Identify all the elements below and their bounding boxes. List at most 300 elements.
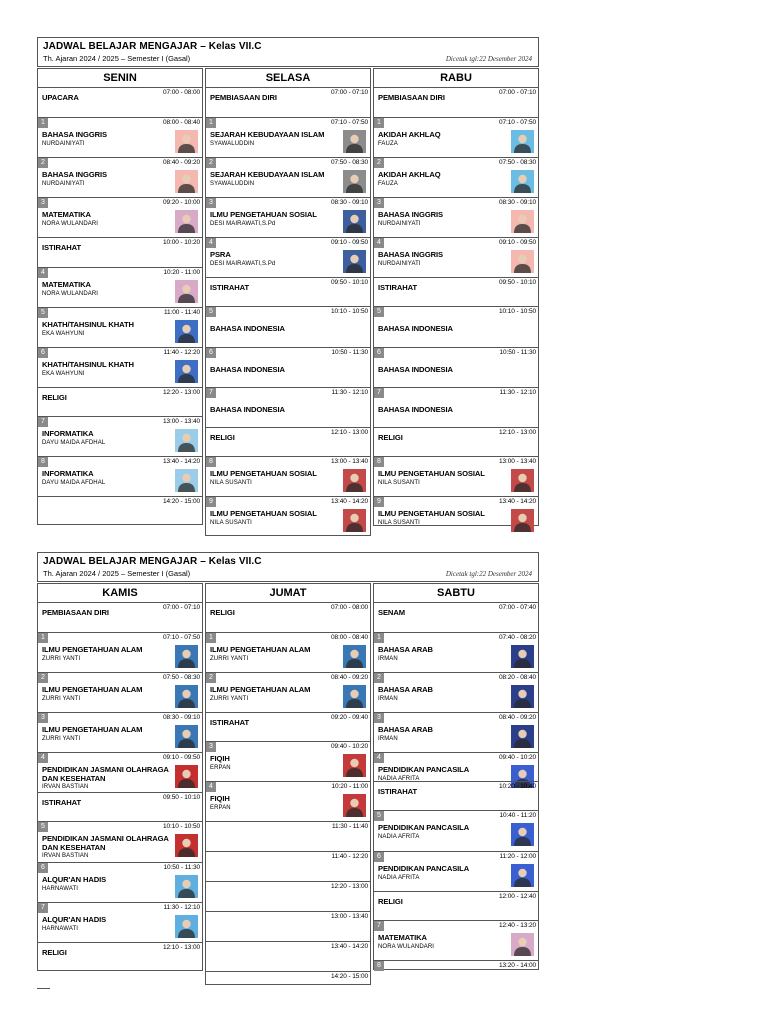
sheet-subtitle: Th. Ajaran 2024 / 2025 – Semester I (Gasal) xyxy=(43,54,191,63)
subject-name: ILMU PENGETAHUAN ALAM xyxy=(210,685,311,694)
schedule-slot xyxy=(374,603,538,632)
teacher-name: NURDAINIYATI xyxy=(42,140,85,147)
period-number: 4 xyxy=(374,238,384,248)
subject-name: PEMBIASAAN DIRI xyxy=(210,93,277,102)
teacher-name: IRMAN xyxy=(378,655,398,662)
slot-time: 11:30 - 12:10 xyxy=(163,904,200,911)
teacher-name: HARNAWATI xyxy=(42,925,79,932)
slot-time: 13:40 - 14:20 xyxy=(330,498,368,505)
teacher-photo xyxy=(511,933,534,956)
slot-time: 12:10 - 13:00 xyxy=(498,429,536,436)
slot-time: 10:10 - 10:50 xyxy=(330,308,368,315)
teacher-name: ERPAN xyxy=(210,804,231,811)
slot-time: 10:50 - 11:30 xyxy=(499,349,536,356)
teacher-photo xyxy=(175,320,198,343)
teacher-photo xyxy=(511,685,534,708)
period-number: 1 xyxy=(374,118,384,128)
teacher-name: NILA SUSANTI xyxy=(210,519,252,526)
period-number: 5 xyxy=(38,308,48,318)
schedule-slot xyxy=(374,781,538,810)
teacher-name: DAYU MAIDA AFDHAL xyxy=(42,479,106,486)
slot-time: 07:00 - 08:00 xyxy=(330,604,368,611)
slot-time: 11:40 - 12:20 xyxy=(331,853,368,860)
teacher-photo xyxy=(175,210,198,233)
schedule-slot xyxy=(206,712,370,741)
schedule-slot xyxy=(374,197,538,237)
slot-time: 13:00 - 13:40 xyxy=(330,458,368,465)
period-number: 6 xyxy=(38,863,48,873)
schedule-slot xyxy=(38,307,202,347)
slot-time: 08:30 - 09:10 xyxy=(162,714,200,721)
schedule-slot xyxy=(38,197,202,237)
subject-name: SENAM xyxy=(378,608,405,617)
slot-time: 10:20 - 11:00 xyxy=(163,269,200,276)
teacher-name: IRMAN xyxy=(378,735,398,742)
schedule-slot xyxy=(206,821,370,851)
teacher-photo xyxy=(175,834,198,857)
slot-time: 14:20 - 15:00 xyxy=(330,973,368,980)
period-number: 9 xyxy=(206,497,216,507)
teacher-name: EKA WAHYUNI xyxy=(42,330,85,337)
schedule-slot xyxy=(374,891,538,920)
schedule-slot xyxy=(374,306,538,347)
slot-time: 08:30 - 09:10 xyxy=(498,199,536,206)
schedule-slot xyxy=(38,632,202,672)
sheet-title: JADWAL BELAJAR MENGAJAR – Kelas VII.C xyxy=(43,41,262,52)
period-number: 3 xyxy=(374,713,384,723)
teacher-photo xyxy=(175,469,198,492)
slot-time: 11:40 - 12:20 xyxy=(163,349,200,356)
print-date: Dicetak tgl:22 Desember 2024 xyxy=(445,570,532,578)
teacher-name: NORA WULANDARI xyxy=(42,290,99,297)
schedule-slot xyxy=(38,416,202,456)
schedule-slot xyxy=(38,792,202,821)
slot-time: 09:10 - 09:50 xyxy=(498,239,536,246)
slot-time: 09:50 - 10:10 xyxy=(498,279,536,286)
schedule-slot xyxy=(206,496,370,536)
subject-name: MATEMATIKA xyxy=(42,210,91,219)
slot-time: 12:00 - 12:40 xyxy=(498,893,536,900)
subject-name: ILMU PENGETAHUAN SOSIAL xyxy=(210,509,317,518)
print-date: Dicetak tgl:22 Desember 2024 xyxy=(445,55,532,63)
schedule-slot xyxy=(38,603,202,632)
slot-time: 08:00 - 08:40 xyxy=(330,634,368,641)
subject-name: PENDIDIKAN PANCASILA xyxy=(378,864,470,873)
slot-time: 13:40 - 14:20 xyxy=(330,943,368,950)
subject-name: AKIDAH AKHLAQ xyxy=(378,130,441,139)
slot-time: 08:00 - 08:40 xyxy=(162,119,200,126)
schedule-slot xyxy=(206,197,370,237)
slot-time: 13:40 - 14:20 xyxy=(162,458,200,465)
subject-name: BAHASA INDONESIA xyxy=(378,365,453,374)
subject-name: PENDIDIKAN PANCASILA xyxy=(378,823,470,832)
teacher-photo xyxy=(511,170,534,193)
slot-time: 10:10 - 10:50 xyxy=(498,308,536,315)
teacher-photo xyxy=(343,130,366,153)
schedule-slot xyxy=(206,88,370,117)
teacher-photo xyxy=(511,469,534,492)
slot-time: 12:10 - 13:00 xyxy=(162,944,200,951)
schedule-slot xyxy=(374,117,538,157)
slot-time: 13:00 - 13:40 xyxy=(162,418,200,425)
slot-time: 09:10 - 09:50 xyxy=(162,754,200,761)
teacher-name: DESI MAIRAWATI,S.Pd xyxy=(210,220,276,227)
slot-time: 11:30 - 12:10 xyxy=(331,389,368,396)
period-number: 1 xyxy=(206,118,216,128)
subject-name: RELIGI xyxy=(42,948,67,957)
schedule-slot xyxy=(206,741,370,781)
sheet-subtitle: Th. Ajaran 2024 / 2025 – Semester I (Gasal) xyxy=(43,569,191,578)
schedule-sheet xyxy=(37,37,539,553)
period-number: 3 xyxy=(206,742,216,752)
period-number: 4 xyxy=(374,753,384,763)
schedule-slot xyxy=(374,960,538,970)
slot-time: 09:10 - 09:50 xyxy=(330,239,368,246)
slot-time: 10:50 - 11:30 xyxy=(163,864,200,871)
subject-name: BAHASA ARAB xyxy=(378,645,433,654)
subject-name: RELIGI xyxy=(378,897,403,906)
period-number: 6 xyxy=(374,852,384,862)
subject-name: PSRA xyxy=(210,250,231,259)
teacher-name: NADIA AFRITA xyxy=(378,775,420,782)
slot-time: 12:40 - 13:20 xyxy=(498,922,536,929)
period-number: 4 xyxy=(38,268,48,278)
teacher-name: FAUZA xyxy=(378,180,398,187)
schedule-slot xyxy=(206,851,370,881)
slot-time: 13:00 - 13:40 xyxy=(330,913,368,920)
subject-name: ISTIRAHAT xyxy=(42,798,82,807)
teacher-photo xyxy=(343,754,366,777)
subject-name: PENDIDIKAN PANCASILA xyxy=(378,765,470,774)
teacher-name: SYAWALUDDIN xyxy=(210,180,255,187)
subject-name: SEJARAH KEBUDAYAAN ISLAM xyxy=(210,170,325,179)
day-column-kamis xyxy=(37,603,203,971)
schedule-slot xyxy=(206,881,370,911)
slot-time: 07:40 - 08:20 xyxy=(498,634,536,641)
schedule-slot xyxy=(38,237,202,267)
schedule-slot xyxy=(38,157,202,197)
period-number: 6 xyxy=(374,348,384,358)
subject-name: ILMU PENGETAHUAN SOSIAL xyxy=(210,210,317,219)
period-number: 2 xyxy=(206,158,216,168)
teacher-name: DAYU MAIDA AFDHAL xyxy=(42,439,106,446)
teacher-photo xyxy=(343,685,366,708)
day-column-selasa xyxy=(205,88,371,536)
teacher-photo xyxy=(511,823,534,846)
subject-name: ALQUR'AN HADIS xyxy=(42,875,107,884)
schedule-slot xyxy=(374,427,538,456)
schedule-slot xyxy=(206,347,370,387)
subject-name: ISTIRAHAT xyxy=(42,243,82,252)
schedule-slot xyxy=(38,347,202,387)
teacher-photo xyxy=(511,645,534,668)
period-number: 8 xyxy=(206,457,216,467)
schedule-slot xyxy=(38,456,202,496)
teacher-photo xyxy=(343,645,366,668)
schedule-slot xyxy=(374,496,538,526)
slot-time: 14:20 - 15:00 xyxy=(162,498,200,505)
slot-time: 10:40 - 11:20 xyxy=(499,812,536,819)
slot-time: 13:40 - 14:20 xyxy=(498,498,536,505)
subject-name: ILMU PENGETAHUAN SOSIAL xyxy=(378,469,485,478)
slot-time: 10:00 - 10:20 xyxy=(162,239,200,246)
subject-name: PEMBIASAAN DIRI xyxy=(378,93,445,102)
subject-name: BAHASA ARAB xyxy=(378,725,433,734)
teacher-name: ZURRI YANTI xyxy=(210,655,249,662)
schedule-slot xyxy=(206,117,370,157)
schedule-slot xyxy=(206,781,370,821)
schedule-slot xyxy=(374,88,538,117)
period-number: 3 xyxy=(374,198,384,208)
subject-name: MATEMATIKA xyxy=(42,280,91,289)
slot-time: 07:10 - 07:50 xyxy=(330,119,368,126)
day-header-jumat: JUMAT xyxy=(205,583,371,603)
slot-time: 11:30 - 12:10 xyxy=(499,389,536,396)
subject-name: KHATH/TAHSINUL KHATH xyxy=(42,360,134,369)
subject-name: BAHASA INGGRIS xyxy=(378,210,443,219)
period-number: 1 xyxy=(206,633,216,643)
teacher-photo xyxy=(175,875,198,898)
teacher-name: ZURRI YANTI xyxy=(42,735,81,742)
subject-name: BAHASA INGGRIS xyxy=(378,250,443,259)
schedule-slot xyxy=(38,496,202,525)
day-column-rabu xyxy=(373,88,539,526)
teacher-photo xyxy=(511,250,534,273)
subject-name: ISTIRAHAT xyxy=(378,283,418,292)
teacher-photo xyxy=(343,509,366,532)
schedule-slot xyxy=(38,88,202,117)
schedule-slot xyxy=(38,267,202,307)
teacher-photo xyxy=(175,280,198,303)
slot-time: 07:00 - 07:10 xyxy=(498,89,536,96)
slot-time: 12:20 - 13:00 xyxy=(162,389,200,396)
slot-time: 12:20 - 13:00 xyxy=(330,883,368,890)
period-number: 2 xyxy=(206,673,216,683)
slot-time: 13:00 - 13:40 xyxy=(498,458,536,465)
subject-name: BAHASA INDONESIA xyxy=(378,324,453,333)
slot-time: 07:50 - 08:30 xyxy=(162,674,200,681)
schedule-slot xyxy=(206,603,370,632)
period-number: 8 xyxy=(38,457,48,467)
slot-time: 07:00 - 08:00 xyxy=(162,89,200,96)
subject-name: FIQIH xyxy=(210,754,230,763)
teacher-name: NADIA AFRITA xyxy=(378,874,420,881)
period-number: 7 xyxy=(374,921,384,931)
teacher-name: IRMAN xyxy=(378,695,398,702)
subject-name: AKIDAH AKHLAQ xyxy=(378,170,441,179)
teacher-name: NILA SUSANTI xyxy=(210,479,252,486)
schedule-slot xyxy=(374,387,538,427)
schedule-slot xyxy=(206,387,370,427)
teacher-photo xyxy=(511,864,534,887)
teacher-name: EKA WAHYUNI xyxy=(42,370,85,377)
period-number: 5 xyxy=(374,811,384,821)
period-number: 2 xyxy=(374,158,384,168)
period-number: 5 xyxy=(206,307,216,317)
teacher-photo xyxy=(343,469,366,492)
subject-name: RELIGI xyxy=(210,433,235,442)
teacher-photo xyxy=(175,685,198,708)
teacher-name: NORA WULANDARI xyxy=(42,220,99,227)
slot-time: 12:10 - 13:00 xyxy=(330,429,368,436)
day-header-rabu: RABU xyxy=(373,68,539,88)
schedule-slot xyxy=(206,941,370,971)
period-number: 2 xyxy=(38,158,48,168)
period-number: 4 xyxy=(38,753,48,763)
teacher-photo xyxy=(175,725,198,748)
slot-time: 09:40 - 10:20 xyxy=(330,743,368,750)
slot-time: 09:20 - 09:40 xyxy=(330,714,368,721)
period-number: 5 xyxy=(38,822,48,832)
period-number: 7 xyxy=(206,388,216,398)
schedule-slot xyxy=(206,427,370,456)
schedule-slot xyxy=(374,237,538,277)
slot-time: 08:30 - 09:10 xyxy=(330,199,368,206)
slot-time: 08:40 - 09:20 xyxy=(162,159,200,166)
period-number: 2 xyxy=(38,673,48,683)
subject-name: ILMU PENGETAHUAN SOSIAL xyxy=(378,509,485,518)
teacher-name: IRVAN BASTIAN xyxy=(42,784,89,790)
subject-name: ILMU PENGETAHUAN ALAM xyxy=(42,685,143,694)
slot-time: 07:50 - 08:30 xyxy=(498,159,536,166)
day-header-senin: SENIN xyxy=(37,68,203,88)
subject-name: INFORMATIKA xyxy=(42,469,94,478)
teacher-name: ZURRI YANTI xyxy=(42,655,81,662)
subject-name: RELIGI xyxy=(210,608,235,617)
period-number: 5 xyxy=(374,307,384,317)
day-header-sabtu: SABTU xyxy=(373,583,539,603)
subject-name: ISTIRAHAT xyxy=(210,283,250,292)
day-header-kamis: KAMIS xyxy=(37,583,203,603)
schedule-slot xyxy=(374,632,538,672)
subject-name: ALQUR'AN HADIS xyxy=(42,915,107,924)
subject-name: BAHASA INGGRIS xyxy=(42,130,107,139)
slot-time: 09:50 - 10:10 xyxy=(330,279,368,286)
subject-name: BAHASA ARAB xyxy=(378,685,433,694)
schedule-slot xyxy=(38,117,202,157)
period-number: 7 xyxy=(374,388,384,398)
teacher-photo xyxy=(175,645,198,668)
subject-name: BAHASA INDONESIA xyxy=(378,405,453,414)
subject-name: BAHASA INDONESIA xyxy=(210,405,285,414)
period-number: 6 xyxy=(38,348,48,358)
schedule-slot xyxy=(38,821,202,862)
period-number: 3 xyxy=(38,713,48,723)
schedule-slot xyxy=(374,920,538,960)
teacher-name: SYAWALUDDIN xyxy=(210,140,255,147)
schedule-slot xyxy=(374,752,538,781)
subject-name: KHATH/TAHSINUL KHATH xyxy=(42,320,134,329)
sheet-header xyxy=(37,37,539,67)
slot-time: 07:10 - 07:50 xyxy=(162,634,200,641)
period-number: 4 xyxy=(206,238,216,248)
slot-time: 09:40 - 10:20 xyxy=(498,754,536,761)
teacher-photo xyxy=(511,509,534,532)
teacher-name: ERPAN xyxy=(210,764,231,771)
slot-time: 08:40 - 09:20 xyxy=(498,714,536,721)
teacher-photo xyxy=(175,915,198,938)
sheet-title: JADWAL BELAJAR MENGAJAR – Kelas VII.C xyxy=(43,556,262,567)
slot-time: 13:20 - 14:00 xyxy=(498,962,536,969)
period-number: 6 xyxy=(206,348,216,358)
slot-time: 11:20 - 12:00 xyxy=(499,853,536,860)
schedule-slot xyxy=(206,672,370,712)
schedule-slot xyxy=(206,456,370,496)
subject-name: ILMU PENGETAHUAN ALAM xyxy=(42,725,143,734)
teacher-photo xyxy=(511,130,534,153)
schedule-slot xyxy=(38,752,202,792)
schedule-slot xyxy=(206,971,370,985)
teacher-name: NADIA AFRITA xyxy=(378,833,420,840)
period-number: 3 xyxy=(206,198,216,208)
subject-name: FIQIH xyxy=(210,794,230,803)
schedule-slot xyxy=(38,862,202,902)
slot-time: 07:00 - 07:40 xyxy=(498,604,536,611)
schedule-slot xyxy=(206,277,370,306)
subject-name: PENDIDIKAN JASMANI OLAHRAGA DAN KESEHATAN xyxy=(42,834,169,852)
schedule-slot xyxy=(38,387,202,416)
day-column-senin xyxy=(37,88,203,525)
teacher-name: IRVAN BASTIAN xyxy=(42,853,89,859)
period-number: 7 xyxy=(38,903,48,913)
slot-time: 08:40 - 09:20 xyxy=(330,674,368,681)
slot-time: 09:50 - 10:10 xyxy=(162,794,200,801)
teacher-photo xyxy=(175,360,198,383)
schedule-slot xyxy=(206,306,370,347)
schedule-slot xyxy=(38,902,202,942)
subject-name: ILMU PENGETAHUAN ALAM xyxy=(42,645,143,654)
period-number: 7 xyxy=(38,417,48,427)
subject-name: BAHASA INDONESIA xyxy=(210,365,285,374)
slot-time: 11:30 - 11:40 xyxy=(331,823,368,830)
schedule-slot xyxy=(374,672,538,712)
teacher-name: ZURRI YANTI xyxy=(210,695,249,702)
period-number: 1 xyxy=(38,118,48,128)
schedule-slot xyxy=(374,712,538,752)
teacher-photo xyxy=(175,170,198,193)
period-number: 8 xyxy=(374,961,384,971)
teacher-photo xyxy=(175,765,198,788)
teacher-name: NURDAINIYATI xyxy=(378,220,421,227)
schedule-slot xyxy=(374,157,538,197)
page-edge-mark xyxy=(37,988,50,989)
day-header-selasa: SELASA xyxy=(205,68,371,88)
slot-time: 10:20 - 11:00 xyxy=(331,783,368,790)
schedule-slot xyxy=(374,277,538,306)
subject-name: PENDIDIKAN JASMANI OLAHRAGA DAN KESEHATAN xyxy=(42,765,169,783)
subject-name: MATEMATIKA xyxy=(378,933,427,942)
teacher-name: HARNAWATI xyxy=(42,885,79,892)
subject-name: BAHASA INGGRIS xyxy=(42,170,107,179)
schedule-slot xyxy=(206,157,370,197)
subject-name: SEJARAH KEBUDAYAAN ISLAM xyxy=(210,130,325,139)
schedule-slot xyxy=(374,810,538,851)
teacher-name: NILA SUSANTI xyxy=(378,519,420,526)
slot-time: 11:00 - 11:40 xyxy=(163,309,200,316)
schedule-slot xyxy=(38,942,202,971)
slot-time: 10:20 - 10:40 xyxy=(498,783,536,790)
period-number: 1 xyxy=(374,633,384,643)
teacher-name: FAUZA xyxy=(378,140,398,147)
subject-name: INFORMATIKA xyxy=(42,429,94,438)
subject-name: ILMU PENGETAHUAN ALAM xyxy=(210,645,311,654)
schedule-slot xyxy=(374,851,538,891)
day-column-jumat xyxy=(205,603,371,985)
subject-name: RELIGI xyxy=(378,433,403,442)
sheet-header xyxy=(37,552,539,582)
subject-name: BAHASA INDONESIA xyxy=(210,324,285,333)
teacher-photo xyxy=(343,170,366,193)
